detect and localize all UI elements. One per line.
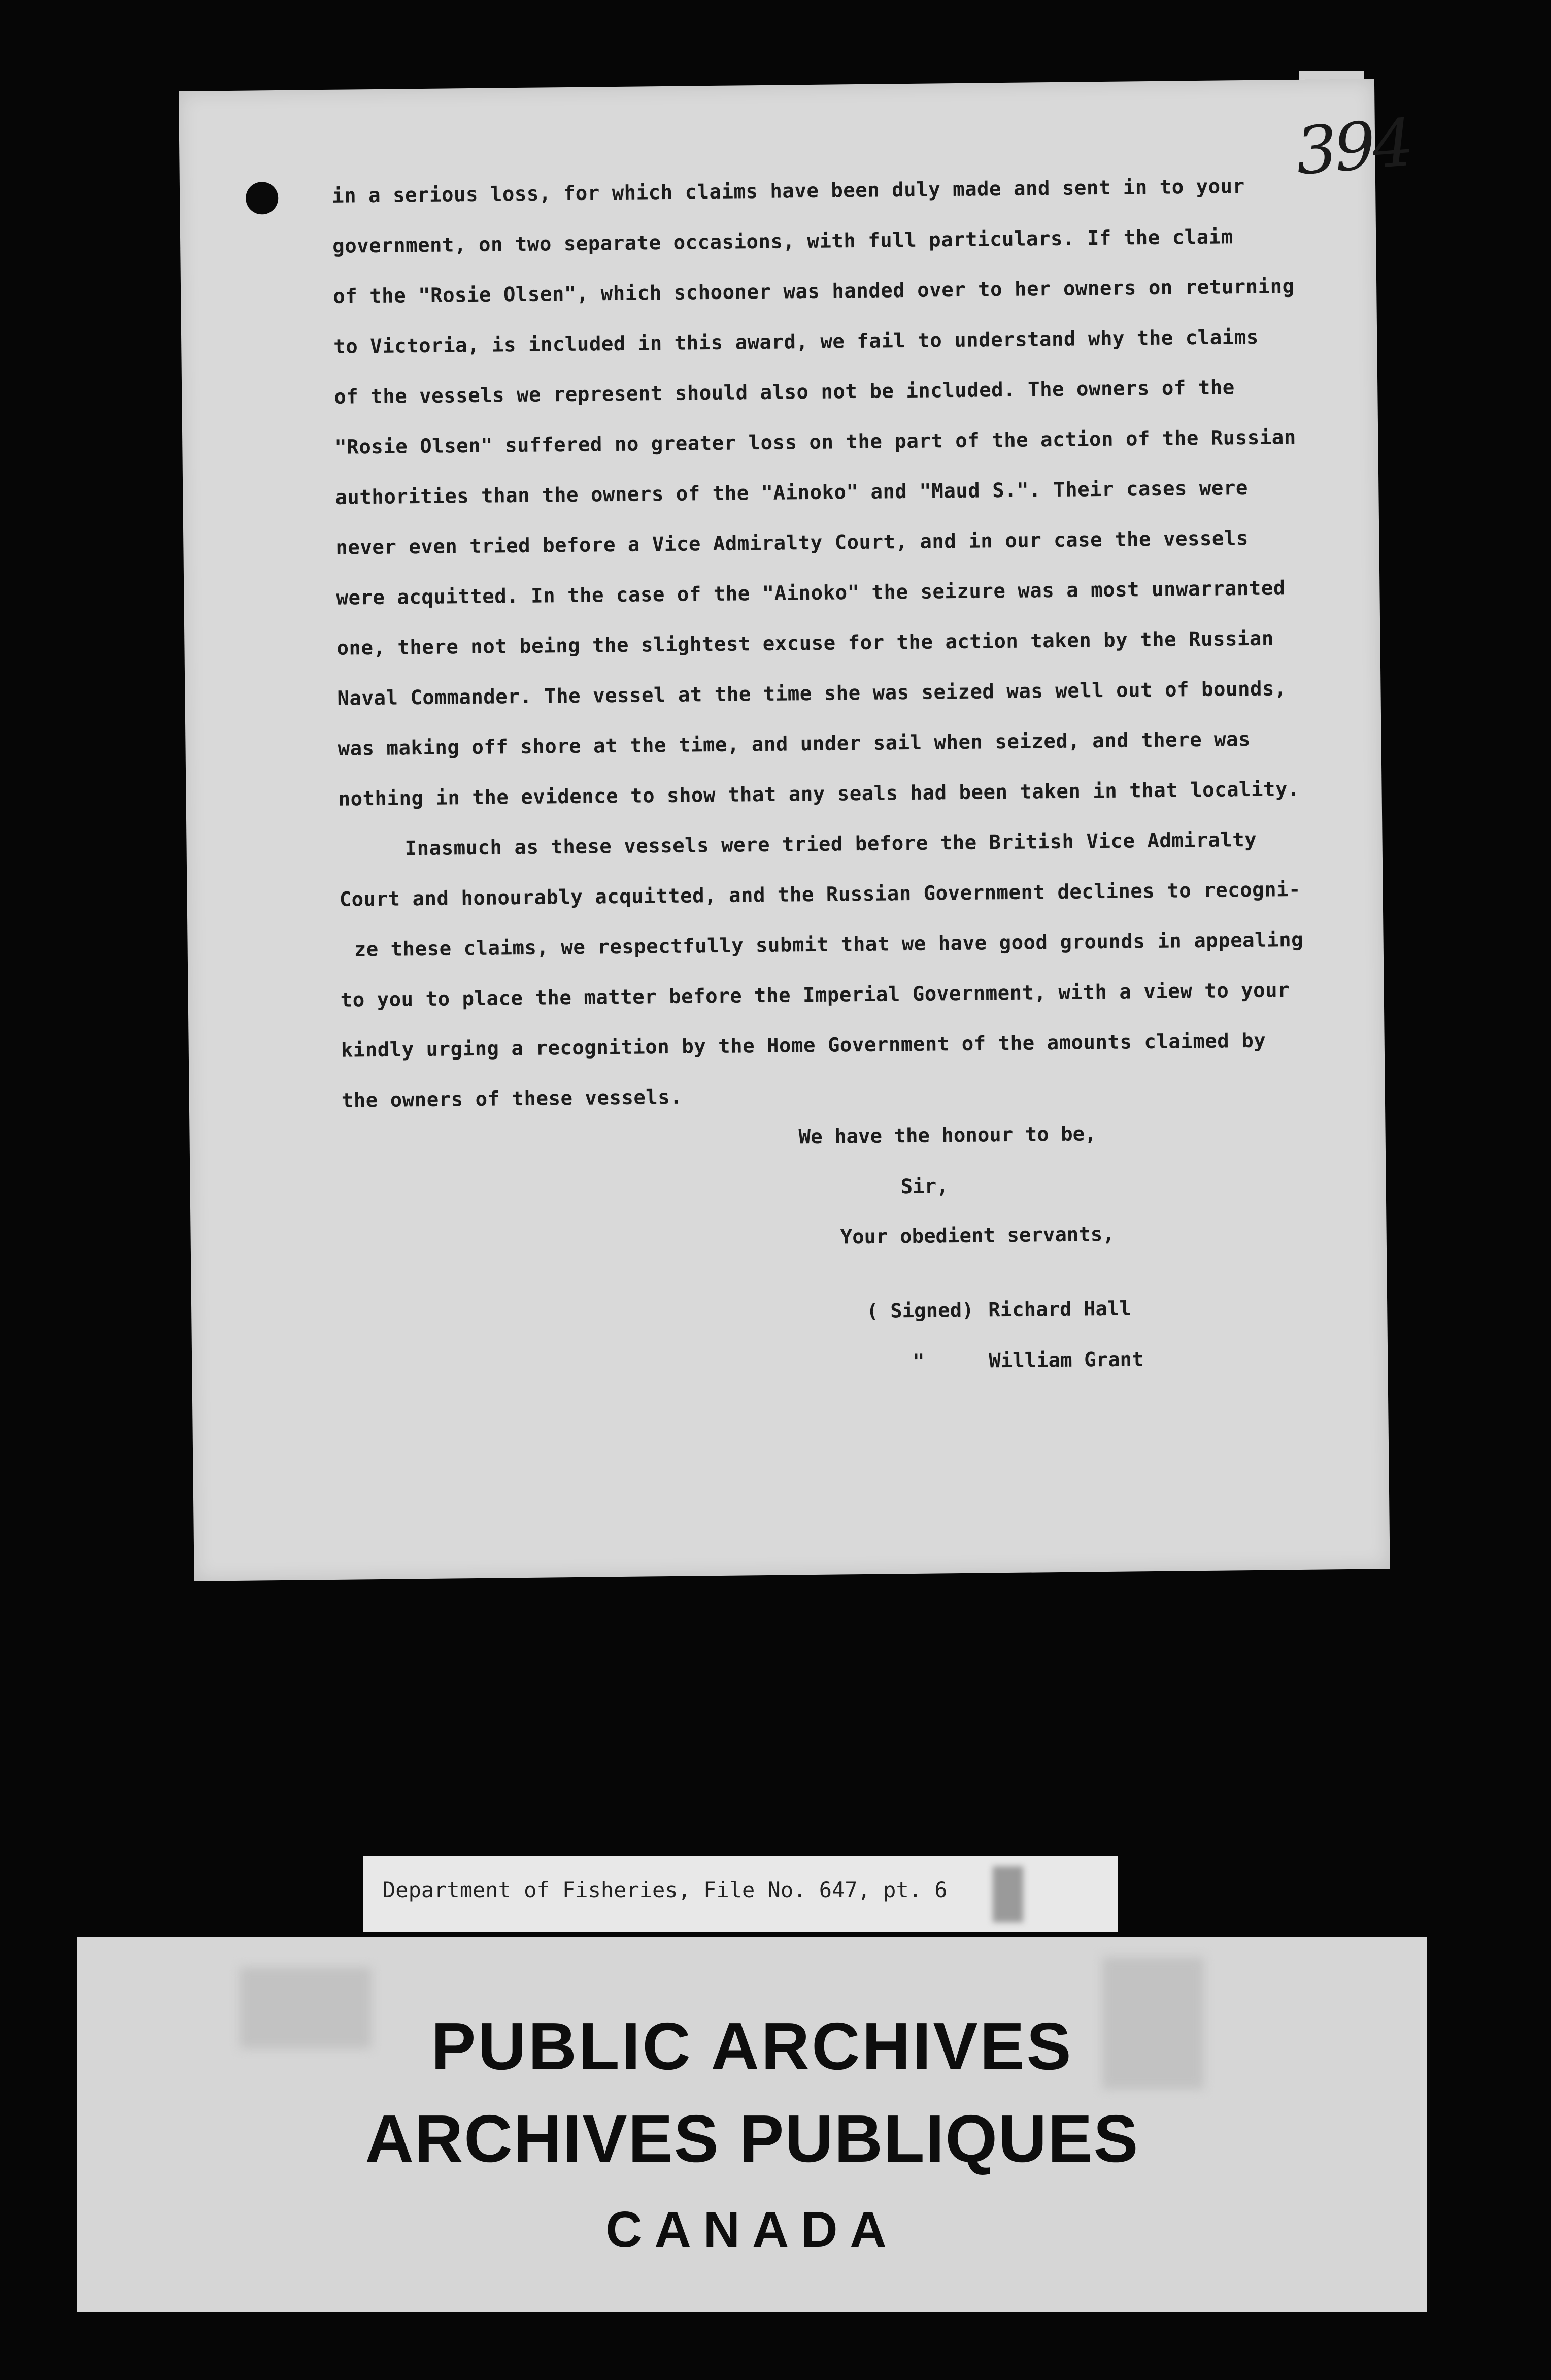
body-line: one, there not being the slightest excuse for the action taken by the Russian (336, 627, 1274, 660)
body-line: authorities than the owners of the "Ainoko" and "Maud S.". Their cases were (335, 476, 1249, 509)
body-line: in a serious loss, for which claims have been duly made and sent in to your (331, 175, 1245, 208)
paragraph2-line: Inasmuch as these vessels were tried before the British Vice Admiralty (404, 828, 1257, 861)
signed-label: ( Signed) (866, 1299, 974, 1323)
body-line: "Rosie Olsen" suffered no greater loss on the part of the action of the Russian (334, 425, 1296, 459)
body-line: was making off shore at the time, and under sail when seized, and there was (338, 728, 1251, 761)
label-smudge (993, 1866, 1023, 1922)
body-line: of the vessels we represent should also not be included. The owners of the (334, 376, 1235, 409)
letter-body (332, 160, 1347, 1126)
closing-sir: Sir, (900, 1175, 949, 1199)
paragraph2-line: ze these claims, we respectfully submit that we have good grounds in appealing (354, 928, 1304, 962)
punch-hole (246, 182, 279, 215)
folio-number: 394 (1293, 105, 1414, 190)
file-reference-text: Department of Fisheries, File No. 647, pt. 6 (383, 1877, 948, 1902)
archive-country: CANADA (605, 2201, 899, 2258)
body-line: nothing in the evidence to show that any seals had been taken in that locality. (338, 777, 1300, 811)
body-line: Naval Commander. The vessel at the time she was seized was well out of bounds, (337, 677, 1287, 710)
paragraph2-line: kindly urging a recognition by the Home Government of the amounts claimed by (341, 1029, 1266, 1062)
archive-title-english: PUBLIC ARCHIVES (431, 2009, 1073, 2084)
file-reference-label (363, 1856, 1118, 1932)
body-line: of the "Rosie Olsen", which schooner was handed over to her owners on returning (333, 275, 1295, 308)
signer-richard-hall: Richard Hall (988, 1297, 1132, 1322)
body-line: government, on two separate occasions, with full particulars. If the claim (332, 225, 1233, 258)
letter-page (179, 79, 1414, 1581)
paragraph2-line: Court and honourably acquitted, and the Russian Government declines to recogni- (339, 878, 1301, 911)
archive-title-french: ARCHIVES PUBLIQUES (365, 2101, 1139, 2176)
body-line: were acquitted. In the case of the "Ainoko" the seizure was a most unwarranted (336, 577, 1286, 610)
paragraph2-line: to you to place the matter before the Imperial Government, with a view to your (340, 979, 1290, 1012)
body-line: to Victoria, is included in this award, we fail to understand why the claims (333, 325, 1259, 358)
closing-salutation: We have the honour to be, (798, 1122, 1097, 1149)
closing-servants: Your obedient servants, (840, 1222, 1115, 1249)
ditto-mark: " (913, 1350, 925, 1373)
body-line: never even tried before a Vice Admiralty Court, and in our case the vessels (335, 526, 1249, 559)
paragraph2-line: the owners of these vessels. (341, 1085, 683, 1112)
archive-stamp (77, 1937, 1427, 2312)
signer-william-grant: William Grant (989, 1348, 1144, 1373)
